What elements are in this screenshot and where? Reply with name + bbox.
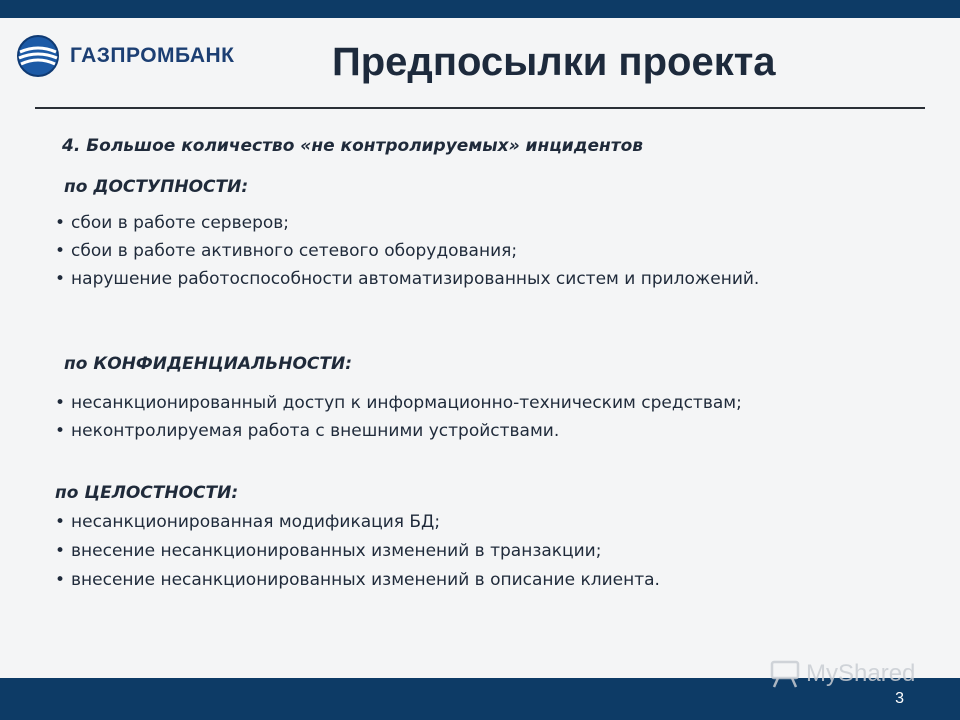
- brand-logo: [16, 32, 235, 80]
- intro-heading: 4. Большое количество «не контролируемых» инцидентов: [62, 136, 644, 156]
- presentation-board-icon: [770, 660, 800, 688]
- watermark-text: MyShared: [806, 660, 916, 687]
- section-heading-confidentiality: по КОНФИДЕНЦИАЛЬНОСТИ:: [64, 354, 352, 374]
- watermark: [770, 660, 915, 688]
- gazprombank-globe-icon: [16, 34, 60, 78]
- list-item: • нарушение работоспособности автоматизированных систем и приложений.: [55, 269, 759, 289]
- title-divider: [35, 107, 925, 109]
- page-title: Предпосылки проекта: [332, 40, 776, 84]
- list-item: • неконтролируемая работа с внешними устройствами.: [55, 421, 559, 441]
- section-heading-integrity: по ЦЕЛОСТНОСТИ:: [55, 483, 239, 503]
- top-bar: [0, 0, 960, 18]
- list-item: • несанкционированный доступ к информационно-техническим средствам;: [55, 393, 742, 413]
- page-number: 3: [895, 690, 904, 707]
- list-item: • несанкционированная модификация БД;: [55, 512, 440, 532]
- section-heading-availability: по ДОСТУПНОСТИ:: [64, 177, 249, 197]
- list-item: • внесение несанкционированных изменений в описание клиента.: [55, 570, 660, 590]
- brand-name: ГАЗПРОМБАНК: [70, 44, 235, 67]
- list-item: • сбои в работе активного сетевого оборудования;: [55, 241, 517, 261]
- list-item: • сбои в работе серверов;: [55, 213, 289, 233]
- list-item: • внесение несанкционированных изменений в транзакции;: [55, 541, 601, 561]
